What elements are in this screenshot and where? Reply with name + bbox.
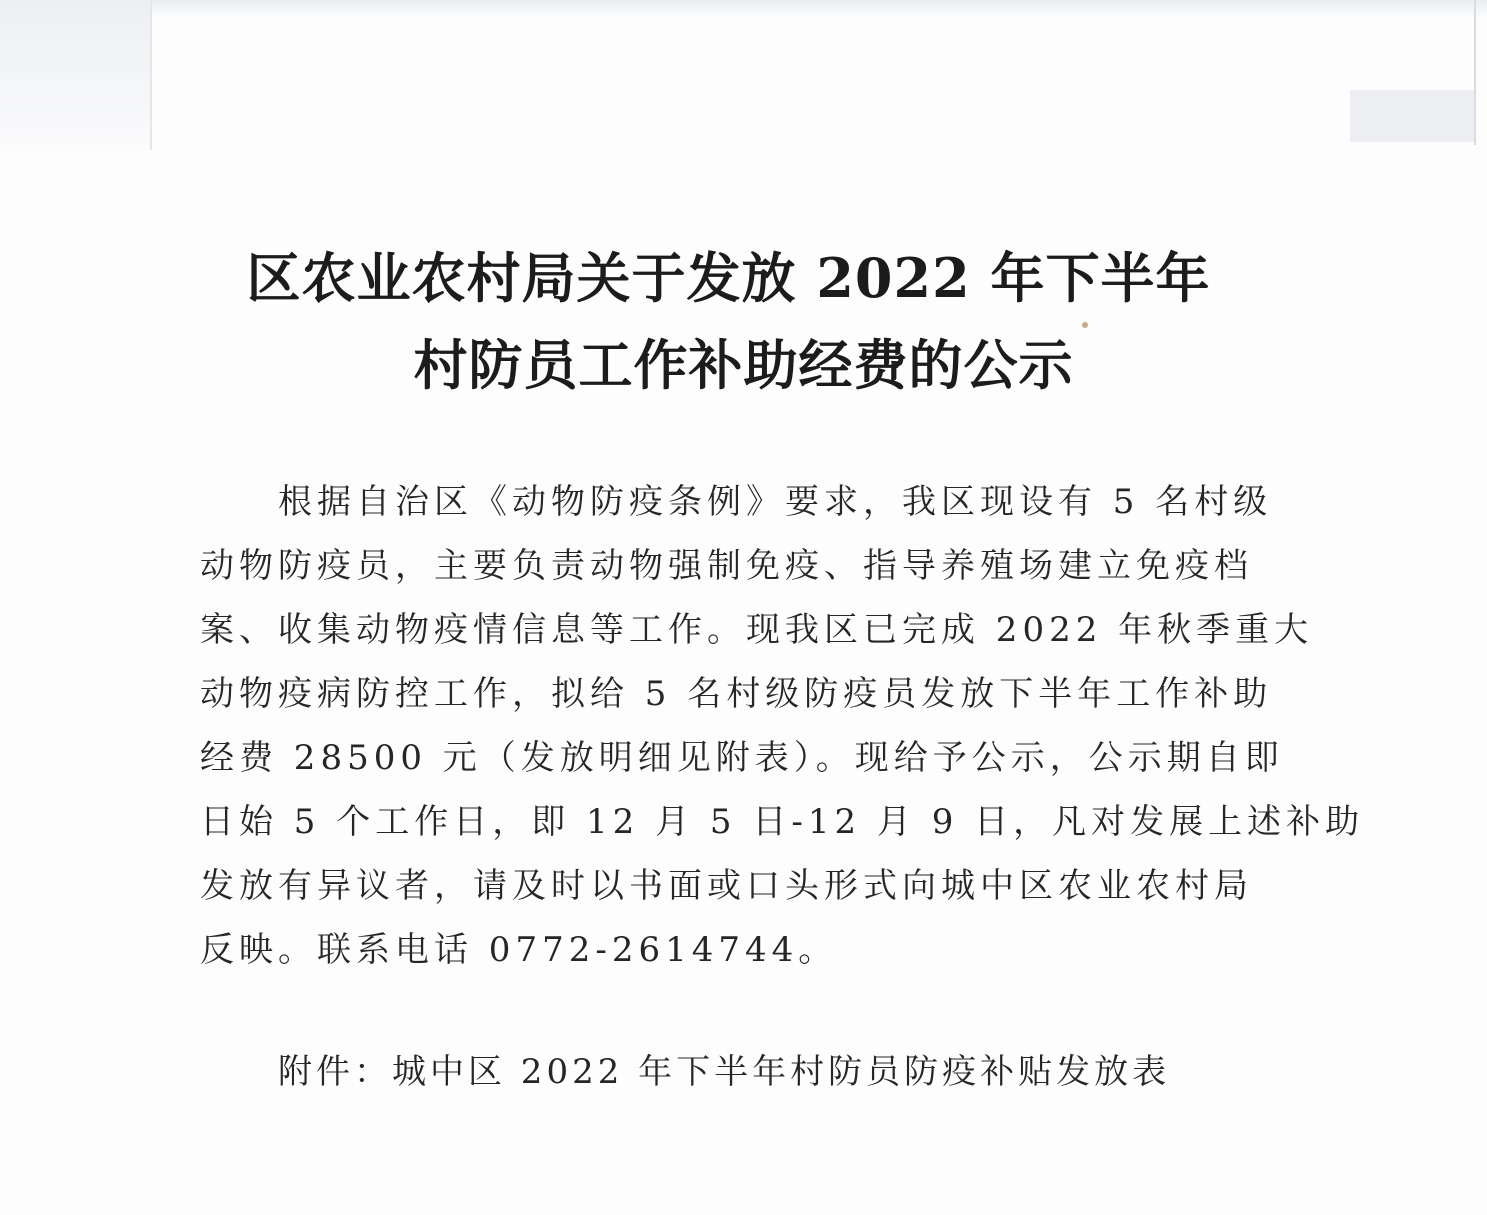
body-line: 根据自治区《动物防疫条例》要求，我区现设有 5 名村级: [278, 482, 1273, 522]
body-line: 动物疫病防控工作，拟给 5 名村级防疫员发放下半年工作补助: [200, 674, 1273, 714]
attachment-note: 附件：城中区 2022 年下半年村防员防疫补贴发放表: [278, 1052, 1171, 1092]
document-title-line-1: 区农业农村局关于发放 2022 年下半年: [246, 246, 1211, 310]
body-line: 发放有异议者，请及时以书面或口头形式向城中区农业农村局: [200, 866, 1253, 906]
body-line: 动物防疫员，主要负责动物强制免疫、指导养殖场建立免疫档: [200, 546, 1253, 586]
scan-shadow-left: [0, 0, 150, 160]
document-title-line-2: 村防员工作补助经费的公示: [413, 333, 1074, 397]
body-line: 日始 5 个工作日，即 12 月 5 日-12 月 9 日，凡对发展上述补助: [200, 802, 1365, 842]
scan-shadow-right: [1350, 90, 1475, 142]
scan-edge-line-right: [1474, 0, 1476, 145]
body-line: 反映。联系电话 0772-2614744。: [200, 930, 838, 970]
scan-edge-line-left: [150, 0, 152, 150]
body-line: 案、收集动物疫情信息等工作。现我区已完成 2022 年秋季重大: [200, 610, 1314, 650]
body-line: 经费 28500 元（发放明细见附表）。现给予公示，公示期自即: [200, 738, 1284, 778]
scan-shadow-top: [0, 0, 1487, 18]
